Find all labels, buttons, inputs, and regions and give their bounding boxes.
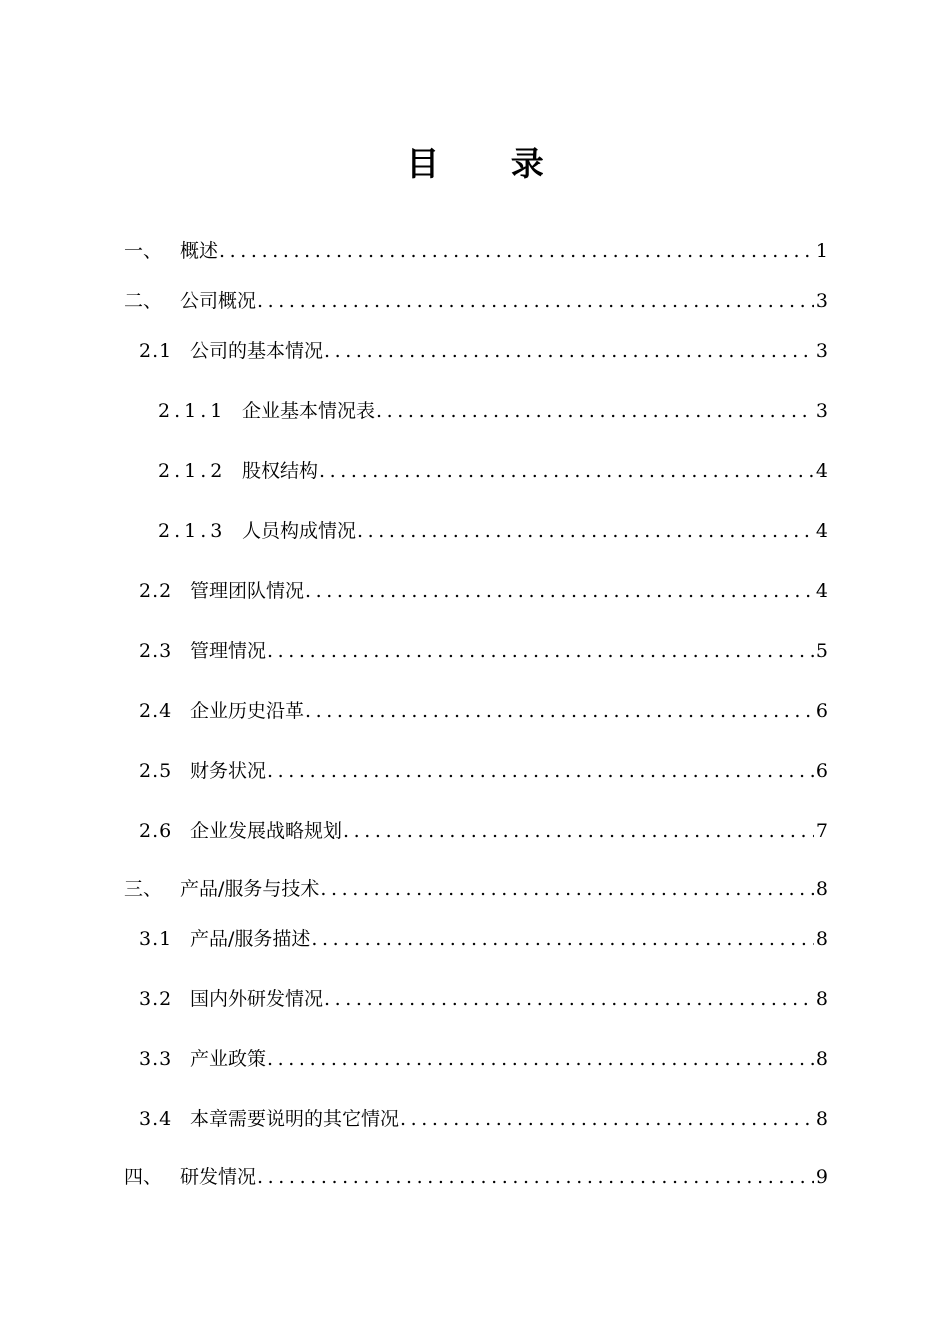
toc-entry-number: 2.1.2 [158, 460, 227, 482]
toc-entry-number: 2.1 [139, 340, 173, 362]
toc-dot-leader [304, 696, 814, 726]
toc-entry-page: 3 [815, 340, 828, 362]
toc-dot-leader [304, 576, 814, 606]
toc-entry-number: 3.3 [139, 1048, 173, 1070]
toc-entry-title: 人员构成情况 [242, 520, 357, 542]
toc-entry-number: 2.5 [139, 760, 173, 782]
toc-dot-leader [266, 756, 814, 786]
toc-entry-page: 4 [815, 580, 828, 602]
toc-entry-industry-policy[interactable] [139, 1044, 828, 1074]
toc-entry-number: 2.6 [139, 820, 173, 842]
toc-entry-page: 8 [815, 988, 828, 1010]
toc-entry-number: 3.2 [139, 988, 173, 1010]
toc-entry-page: 6 [815, 760, 828, 782]
toc-dot-leader [356, 516, 814, 546]
toc-entry-page: 6 [815, 700, 828, 722]
toc-dot-leader [323, 336, 814, 366]
toc-entry-product-description[interactable] [139, 924, 828, 954]
toc-entry-rd-landscape[interactable] [139, 984, 828, 1014]
toc-entry-page: 8 [815, 1108, 828, 1130]
toc-entry-number: 二、 [124, 290, 163, 312]
toc-entry-rd[interactable] [124, 1162, 828, 1192]
toc-entry-number: 一、 [124, 240, 163, 262]
page-title: 目 录 [406, 144, 574, 183]
toc-entry-management-team[interactable] [139, 576, 828, 606]
toc-entry-number: 2.4 [139, 700, 173, 722]
toc-entry-page: 3 [815, 400, 828, 422]
toc-entry-page: 7 [815, 820, 828, 842]
toc-entry-title: 本章需要说明的其它情况 [190, 1108, 400, 1130]
toc-entry-number: 2.1.1 [158, 400, 227, 422]
toc-entry-title: 国内外研发情况 [190, 988, 324, 1010]
toc-entry-page: 4 [815, 520, 828, 542]
toc-entry-title: 公司的基本情况 [190, 340, 324, 362]
toc-dot-leader [318, 456, 814, 486]
toc-entry-page: 8 [815, 878, 828, 900]
toc-entry-title: 股权结构 [242, 460, 319, 482]
toc-entry-title: 企业发展战略规划 [190, 820, 343, 842]
toc-entry-page: 8 [815, 1048, 828, 1070]
toc-entry-overview[interactable] [124, 236, 828, 266]
toc-entry-page: 3 [815, 290, 828, 312]
toc-dot-leader [323, 984, 814, 1014]
toc-entry-company-basic-info[interactable] [139, 336, 828, 366]
toc-entry-history[interactable] [139, 696, 828, 726]
toc-entry-number: 3.4 [139, 1108, 173, 1130]
toc-dot-leader [266, 636, 814, 666]
toc-dot-leader [310, 924, 814, 954]
toc-entry-strategy-plan[interactable] [139, 816, 828, 846]
toc-entry-title: 概述 [180, 240, 219, 262]
toc-entry-page: 8 [815, 928, 828, 950]
toc-entry-title: 企业历史沿革 [190, 700, 305, 722]
toc-entry-title: 管理情况 [190, 640, 267, 662]
toc-entry-financial-status[interactable] [139, 756, 828, 786]
toc-entry-title: 管理团队情况 [190, 580, 305, 602]
toc-entry-title: 公司概况 [180, 290, 257, 312]
toc-entry-number: 2.2 [139, 580, 173, 602]
toc-entry-number: 四、 [124, 1166, 163, 1188]
toc-dot-leader [399, 1104, 814, 1134]
toc-dot-leader [256, 1162, 814, 1192]
toc-entry-equity-structure[interactable] [158, 456, 828, 486]
toc-entry-page: 4 [815, 460, 828, 482]
toc-entry-basic-info-table[interactable] [158, 396, 828, 426]
toc-entry-page: 1 [815, 240, 828, 262]
toc-dot-leader [256, 286, 814, 316]
toc-entry-number: 3.1 [139, 928, 173, 950]
toc-entry-title: 财务状况 [190, 760, 267, 782]
toc-entry-page: 5 [815, 640, 828, 662]
toc-entry-title: 研发情况 [180, 1166, 257, 1188]
toc-entry-number: 三、 [124, 878, 163, 900]
toc-entry-management[interactable] [139, 636, 828, 666]
toc-entry-number: 2.1.3 [158, 520, 227, 542]
toc-dot-leader [319, 874, 814, 904]
toc-entry-number: 2.3 [139, 640, 173, 662]
toc-entry-products-technology[interactable] [124, 874, 828, 904]
toc-dot-leader [342, 816, 814, 846]
toc-entry-page: 9 [815, 1166, 828, 1188]
toc-entry-title: 产业政策 [190, 1048, 267, 1070]
toc-entry-title: 产品/服务与技术 [180, 878, 320, 900]
toc-dot-leader [375, 396, 814, 426]
toc-entry-title: 产品/服务描述 [190, 928, 311, 950]
toc-dot-leader [218, 236, 814, 266]
toc-entry-company-overview[interactable] [124, 286, 828, 316]
toc-dot-leader [266, 1044, 814, 1074]
toc-entry-title: 企业基本情况表 [242, 400, 376, 422]
toc-entry-other-notes[interactable] [139, 1104, 828, 1134]
toc-entry-staff-composition[interactable] [158, 516, 828, 546]
